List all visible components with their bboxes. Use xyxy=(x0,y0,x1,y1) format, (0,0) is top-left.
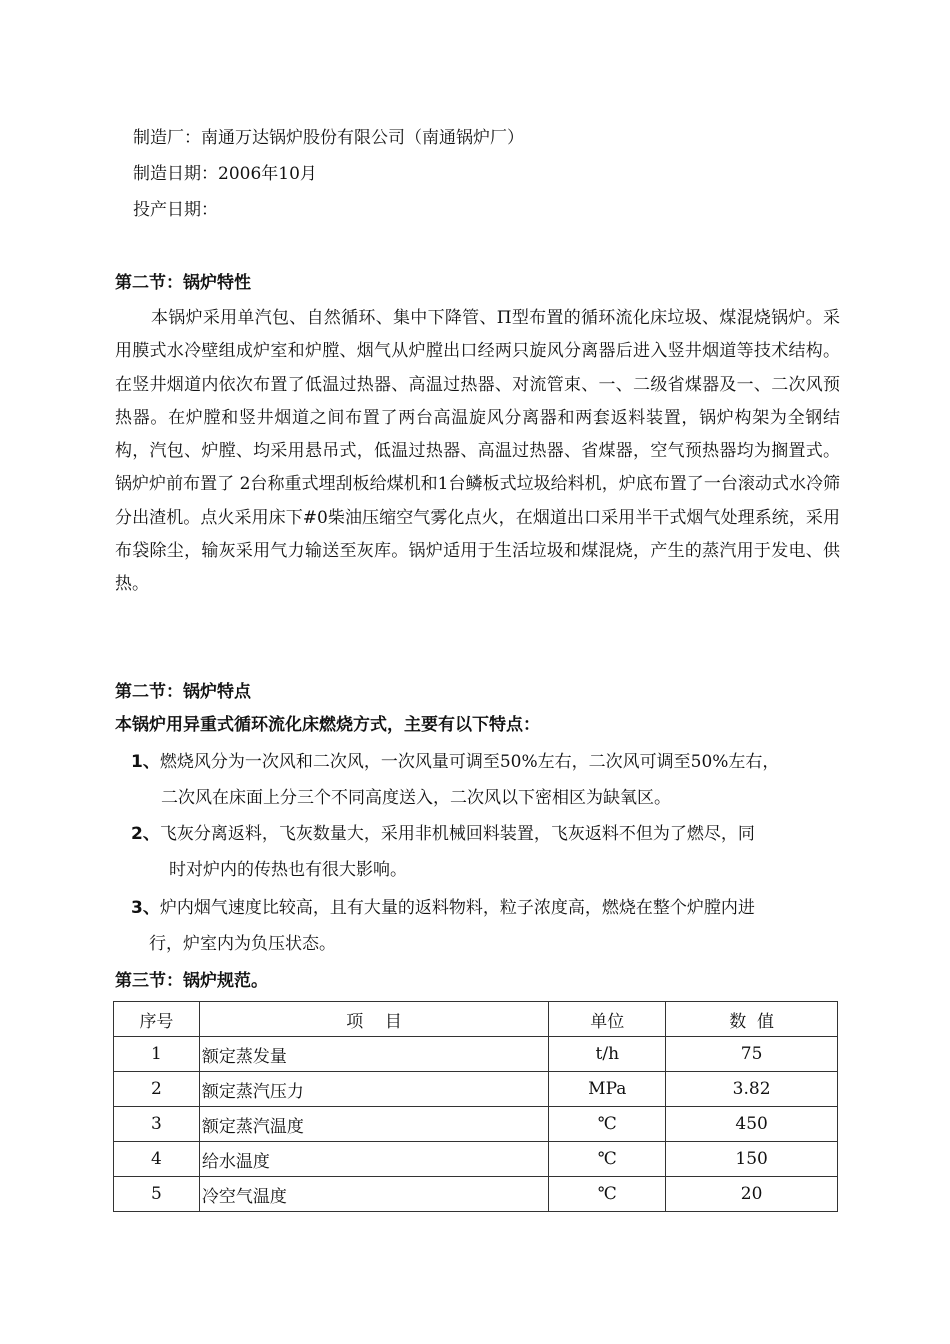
commission-date-line: 投产日期： xyxy=(133,200,218,220)
table-row xyxy=(114,1107,838,1142)
feature-item xyxy=(131,890,843,962)
table-row xyxy=(114,1037,838,1072)
cell-unit: ℃ xyxy=(549,1142,666,1177)
feature-number: 2、 xyxy=(131,824,160,844)
cell-no: 1 xyxy=(114,1037,200,1072)
feature-number: 3、 xyxy=(131,898,160,918)
cell-value: 75 xyxy=(666,1037,838,1072)
features-intro: 本锅炉用异重式循环流化床燃烧方式，主要有以下特点： xyxy=(115,715,540,735)
cell-unit: t/h xyxy=(549,1037,666,1072)
cell-item: 额定蒸发量 xyxy=(199,1037,548,1072)
cell-no: 3 xyxy=(114,1107,200,1142)
table-row xyxy=(114,1177,838,1212)
cell-unit: MPa xyxy=(549,1072,666,1107)
header-item: 项 目 xyxy=(199,1002,548,1037)
section-spec-heading: 第三节：锅炉规范。 xyxy=(115,971,268,991)
cell-no: 5 xyxy=(114,1177,200,1212)
manufacture-date-line: 制造日期：2006年10月 xyxy=(133,164,317,184)
section-characteristics-heading: 第二节：锅炉特性 xyxy=(115,273,251,293)
header-no: 序号 xyxy=(114,1002,200,1037)
cell-value: 3.82 xyxy=(666,1072,838,1107)
header-unit: 单位 xyxy=(549,1002,666,1037)
feature-text-line2: 二次风在床面上分三个不同高度送入，二次风以下密相区为缺氧区。 xyxy=(161,788,671,808)
cell-value: 450 xyxy=(666,1107,838,1142)
cell-no: 4 xyxy=(114,1142,200,1177)
feature-text-line2: 行，炉室内为负压状态。 xyxy=(149,934,336,954)
cell-item: 额定蒸汽压力 xyxy=(199,1072,548,1107)
feature-number: 1、 xyxy=(131,752,160,772)
characteristics-paragraph: 本锅炉采用单汽包、自然循环、集中下降管、Π型布置的循环流化床垃圾、煤混烧锅炉。采用膜式水冷壁组成炉室和炉膛、烟气从炉膛出口经两只旋风分离器后进入竖井烟道等技术结构。在竖井烟道内依次布置了低温过热器、高温过热器、对流管束、一、二级省煤器及一、二次风预热器。在炉膛和竖井烟道之间布置了两台高温旋风分离器和两套返料装置，锅炉构架为全钢结构，汽包、炉膛、均采用悬吊式，低温过热器、高温过热器、省煤器，空气预热器均为搁置式。锅炉炉前布置了 2台称重式埋刮板给煤机和1台鳞板式垃圾给料机，炉底布置了一台滚动式水冷筛分出渣机。点火采用床下#0柴油压缩空气雾化点火，在烟道出口采用半干式烟气处理系统，采用布袋除尘，输灰采用气力输送至灰库。锅炉适用于生活垃圾和煤混烧，产生的蒸汽用于发电、供热。 xyxy=(115,308,840,595)
cell-unit: ℃ xyxy=(549,1177,666,1212)
table-header-row xyxy=(114,1002,838,1037)
manufacturer-line: 制造厂：南通万达锅炉股份有限公司（南通锅炉厂） xyxy=(133,128,524,148)
cell-item: 给水温度 xyxy=(199,1142,548,1177)
feature-text-line1: 飞灰分离返料，飞灰数量大，采用非机械回料装置，飞灰返料不但为了燃尽，同 xyxy=(159,824,755,844)
cell-value: 20 xyxy=(666,1177,838,1212)
cell-item: 额定蒸汽温度 xyxy=(199,1107,548,1142)
cell-no: 2 xyxy=(114,1072,200,1107)
feature-text-line2: 时对炉内的传热也有很大影响。 xyxy=(169,860,407,880)
cell-value: 150 xyxy=(666,1142,838,1177)
feature-item xyxy=(131,816,843,888)
section-features-heading: 第二节：锅炉特点 xyxy=(115,682,251,702)
header-value: 数 值 xyxy=(666,1002,838,1037)
table-row xyxy=(114,1072,838,1107)
table-row xyxy=(114,1142,838,1177)
feature-text-line1: 炉内烟气速度比较高，且有大量的返料物料，粒子浓度高，燃烧在整个炉膛内进 xyxy=(159,898,755,918)
feature-text-line1: 燃烧风分为一次风和二次风，一次风量可调至50%左右，二次风可调至50%左右， xyxy=(159,752,780,772)
boiler-spec-table xyxy=(113,1001,838,1212)
cell-item: 冷空气温度 xyxy=(199,1177,548,1212)
feature-item xyxy=(131,744,843,816)
cell-unit: ℃ xyxy=(549,1107,666,1142)
